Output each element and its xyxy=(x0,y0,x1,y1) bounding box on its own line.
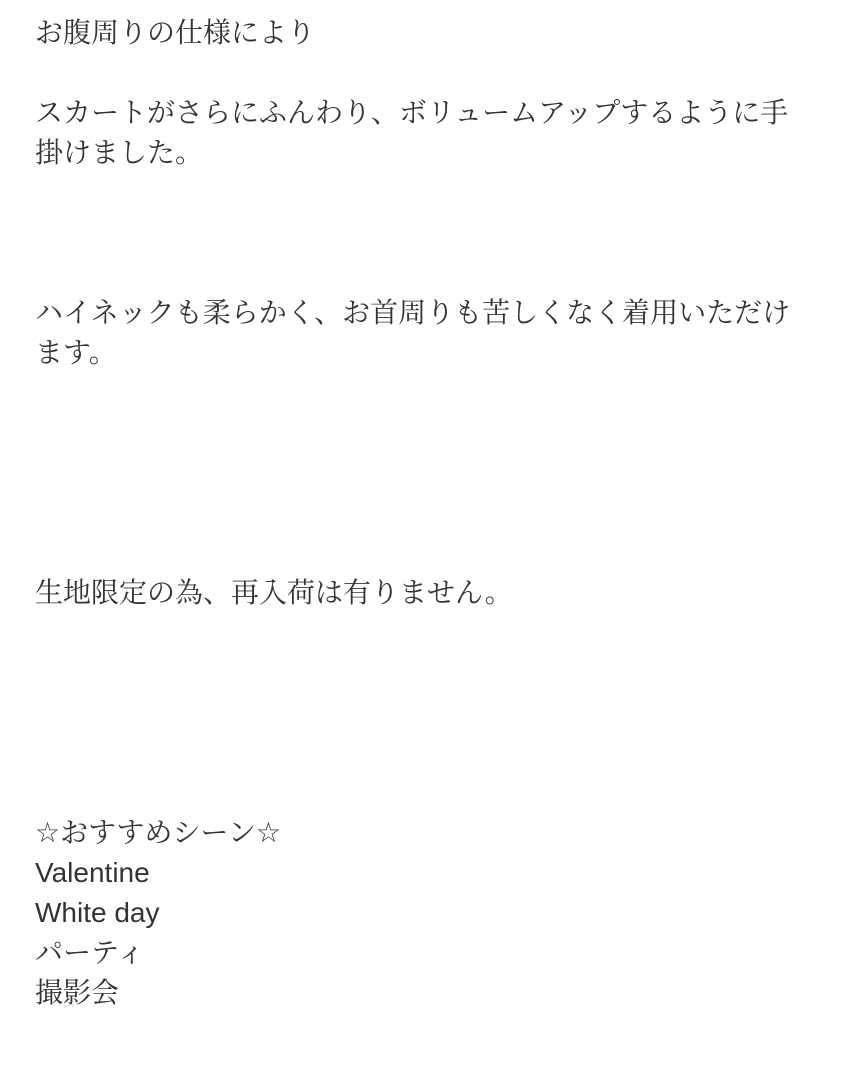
description-paragraph-skirt-volume: スカートがさらにふんわり、ボリュームアップするように手掛けました。 xyxy=(35,97,789,168)
recommended-scenes-heading: ☆おすすめシーン☆ xyxy=(35,817,281,848)
recommended-scene-item-party: パーティ xyxy=(35,937,145,968)
description-paragraph-high-neck: ハイネックも柔らかく、お首周りも苦しくなく着用いただけます。 xyxy=(35,297,791,368)
product-description-text xyxy=(35,13,810,1013)
description-paragraph-belly-spec: お腹周りの仕様により xyxy=(35,17,316,48)
recommended-scene-item-photo-session: 撮影会 xyxy=(35,977,120,1008)
recommended-scene-item-white-day: White day xyxy=(35,897,160,928)
recommended-scene-item-valentine: Valentine xyxy=(35,857,150,888)
description-paragraph-limited-fabric: 生地限定の為、再入荷は有りません。 xyxy=(35,577,513,608)
